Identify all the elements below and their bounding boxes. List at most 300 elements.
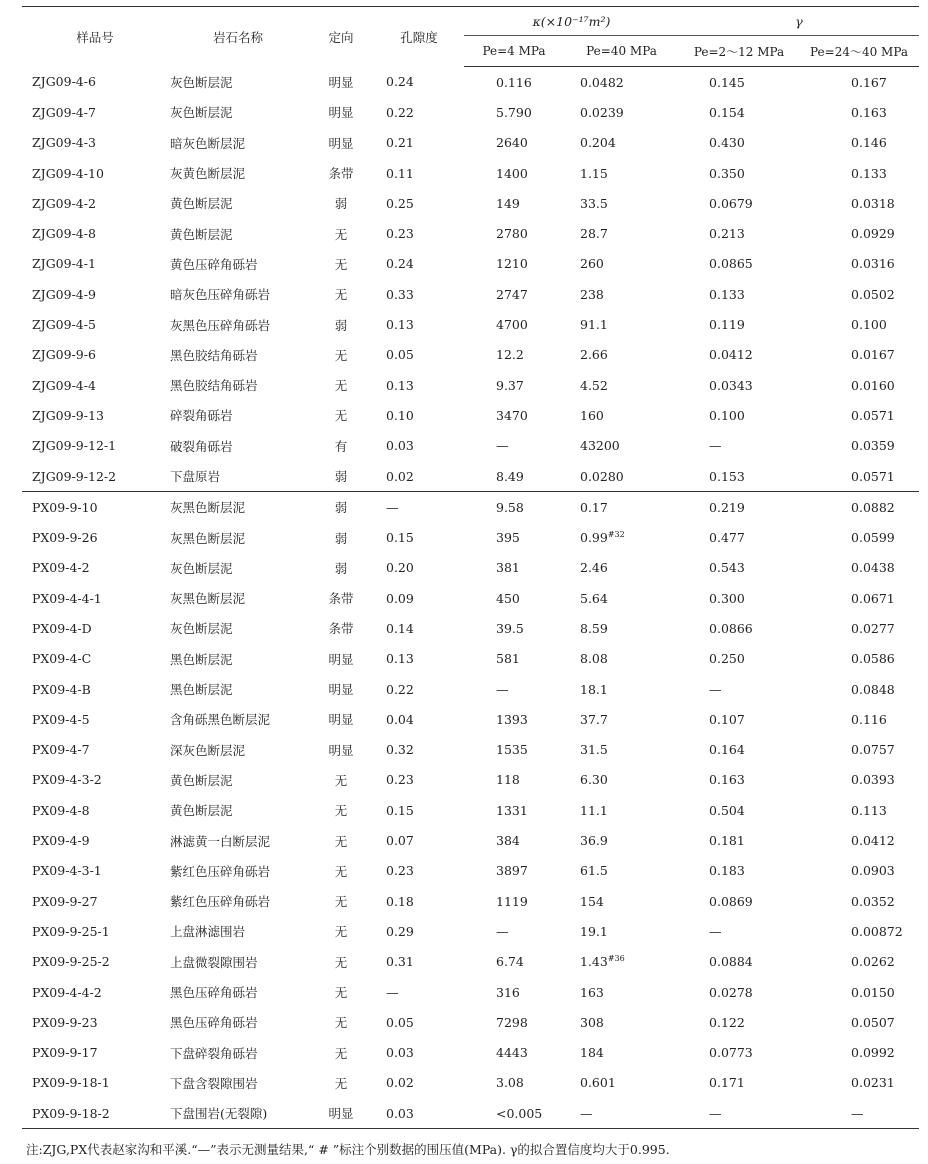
cell-por-text: 0.24 <box>386 256 414 272</box>
cell-k40 <box>564 856 679 886</box>
cell-name-text: 灰色断层泥 <box>170 105 233 121</box>
table-row <box>22 583 919 613</box>
cell-orient <box>308 188 374 218</box>
cell-orient <box>308 400 374 430</box>
cell-orient-text: 无 <box>334 954 348 970</box>
cell-sample <box>22 977 168 1007</box>
cell-g2 <box>799 916 919 946</box>
cell-k40-text: 11.1 <box>580 802 608 818</box>
cell-g2-text: 0.146 <box>851 135 887 151</box>
cell-g2 <box>799 431 919 461</box>
cell-g1-text: 0.145 <box>709 74 745 90</box>
cell-name-text: 深灰色断层泥 <box>170 742 246 758</box>
cell-name-text: 黑色胶结角砾岩 <box>170 378 258 394</box>
cell-g1-text: 0.0865 <box>709 256 753 272</box>
cell-g2 <box>799 249 919 279</box>
cell-k4 <box>464 704 564 734</box>
cell-name-text: 黑色压碎角砾岩 <box>170 985 258 1001</box>
cell-por-text: 0.22 <box>386 681 414 697</box>
cell-g1-text: 0.0869 <box>709 893 753 909</box>
cell-por <box>374 249 464 279</box>
cell-g1-text: 0.133 <box>709 286 745 302</box>
cell-sample-text: ZJG09-9-12-2 <box>32 468 117 484</box>
cell-name-text: 淋滤黄一白断层泥 <box>170 833 271 849</box>
cell-sample <box>22 735 168 765</box>
cell-orient <box>308 886 374 916</box>
cell-sample <box>22 279 168 309</box>
cell-k4 <box>464 644 564 674</box>
cell-g1-text: — <box>709 923 722 939</box>
cell-orient <box>308 128 374 158</box>
cell-por-text: — <box>386 499 399 515</box>
cell-k40-text: 154 <box>580 893 604 909</box>
cell-por-text: 0.25 <box>386 195 414 211</box>
cell-g1 <box>679 400 799 430</box>
cell-k4-text: 8.49 <box>496 468 524 484</box>
cell-name-text: 破裂角砾岩 <box>170 438 233 454</box>
cell-por-text: 0.13 <box>386 651 414 667</box>
cell-name <box>168 674 308 704</box>
cell-g2 <box>799 1007 919 1037</box>
cell-k4-text: 2747 <box>496 286 528 302</box>
cell-orient <box>308 309 374 339</box>
cell-sample-text: PX09-9-25-2 <box>32 954 110 970</box>
cell-orient <box>308 370 374 400</box>
cell-sample <box>22 128 168 158</box>
cell-k40-text: 18.1 <box>580 681 608 697</box>
cell-g2 <box>799 553 919 583</box>
cell-por-text: 0.10 <box>386 407 414 423</box>
cell-g2 <box>799 795 919 825</box>
cell-g1 <box>679 886 799 916</box>
cell-g1 <box>679 309 799 339</box>
cell-name-text: 下盘碎裂角砾岩 <box>170 1045 258 1061</box>
cell-g2 <box>799 370 919 400</box>
cell-orient-text: 无 <box>334 256 348 272</box>
cell-k40 <box>564 613 679 643</box>
cell-k4-text: 1400 <box>496 165 528 181</box>
cell-sample-text: PX09-4-8 <box>32 802 90 818</box>
cell-orient-text: 弱 <box>334 530 348 546</box>
cell-por-text: 0.31 <box>386 954 414 970</box>
cell-orient-text: 弱 <box>334 317 348 333</box>
cell-name <box>168 522 308 552</box>
cell-k4 <box>464 370 564 400</box>
cell-k4-text: 118 <box>496 772 520 788</box>
cell-g2 <box>799 218 919 248</box>
cell-name <box>168 644 308 674</box>
table-row <box>22 795 919 825</box>
table-row <box>22 1068 919 1098</box>
header-kappa-p4: Pe=4 MPa <box>464 36 564 67</box>
cell-k40-text: 0.17 <box>580 499 608 515</box>
cell-g1 <box>679 340 799 370</box>
cell-k40 <box>564 704 679 734</box>
cell-k40 <box>564 158 679 188</box>
cell-orient <box>308 340 374 370</box>
cell-orient <box>308 1038 374 1068</box>
cell-k40-text: — <box>580 1105 593 1121</box>
cell-g1-text: 0.119 <box>709 317 745 333</box>
cell-g1 <box>679 735 799 765</box>
cell-g1-text: 0.183 <box>709 863 745 879</box>
cell-k4-text: 2780 <box>496 226 528 242</box>
cell-k40-text: 19.1 <box>580 923 608 939</box>
table-row <box>22 370 919 400</box>
cell-g2-text: 0.0992 <box>851 1045 895 1061</box>
cell-k40 <box>564 795 679 825</box>
cell-name <box>168 400 308 430</box>
cell-g2 <box>799 583 919 613</box>
cell-k40 <box>564 977 679 1007</box>
cell-name-text: 灰黑色断层泥 <box>170 500 246 516</box>
cell-orient <box>308 674 374 704</box>
cell-sample-text: PX09-4-3-1 <box>32 863 102 879</box>
cell-name <box>168 704 308 734</box>
cell-g2 <box>799 1098 919 1129</box>
cell-g2-text: 0.0160 <box>851 377 895 393</box>
cell-orient <box>308 765 374 795</box>
cell-name-text: 黑色断层泥 <box>170 651 233 667</box>
cell-por-text: 0.20 <box>386 560 414 576</box>
cell-por <box>374 461 464 492</box>
cell-k4-text: 9.37 <box>496 377 524 393</box>
cell-name <box>168 188 308 218</box>
cell-orient-text: 无 <box>334 408 348 424</box>
cell-k40-text: 2.66 <box>580 347 608 363</box>
cell-g1-text: 0.122 <box>709 1014 745 1030</box>
cell-g1 <box>679 977 799 1007</box>
cell-orient-text: 明显 <box>328 1106 354 1122</box>
cell-por <box>374 553 464 583</box>
cell-g1 <box>679 158 799 188</box>
header-kappa-text: κ(×10⁻¹⁷m²) <box>532 13 611 29</box>
cell-g1 <box>679 461 799 492</box>
cell-k4-text: 7298 <box>496 1014 528 1030</box>
cell-k4-text: — <box>496 923 509 939</box>
cell-k4 <box>464 431 564 461</box>
cell-k4 <box>464 249 564 279</box>
cell-por-text: 0.03 <box>386 1045 414 1061</box>
cell-name-text: 紫红色压碎角砾岩 <box>170 863 271 879</box>
cell-por-text: 0.02 <box>386 1075 414 1091</box>
cell-sample-text: ZJG09-4-1 <box>32 256 96 272</box>
cell-name-text: 含角砾黑色断层泥 <box>170 712 271 728</box>
cell-g1 <box>679 583 799 613</box>
table-row <box>22 128 919 158</box>
cell-k4-text: 581 <box>496 651 520 667</box>
cell-por-text: 0.07 <box>386 833 414 849</box>
table-row <box>22 249 919 279</box>
cell-k40 <box>564 825 679 855</box>
cell-k4-text: — <box>496 681 509 697</box>
cell-g1 <box>679 522 799 552</box>
cell-sample <box>22 916 168 946</box>
pressure-mark: #36 <box>607 954 625 964</box>
cell-por-text: 0.18 <box>386 893 414 909</box>
cell-orient-text: 弱 <box>334 500 348 516</box>
cell-g1-text: 0.300 <box>709 590 745 606</box>
cell-k4-text: 3897 <box>496 863 528 879</box>
cell-k40-text: 0.0239 <box>580 104 624 120</box>
cell-k40-text: 5.64 <box>580 590 608 606</box>
cell-sample <box>22 188 168 218</box>
cell-por <box>374 947 464 977</box>
cell-g1-text: 0.504 <box>709 802 745 818</box>
header-gamma-p24-40: Pe=24～40 MPa <box>799 36 919 67</box>
table-row <box>22 97 919 127</box>
cell-name-text: 下盘原岩 <box>170 469 221 484</box>
cell-sample <box>22 249 168 279</box>
cell-g2-text: 0.0848 <box>851 681 895 697</box>
cell-name <box>168 916 308 946</box>
cell-orient-text: 无 <box>334 1045 348 1061</box>
cell-k4-text: 384 <box>496 833 520 849</box>
cell-g2-text: 0.0599 <box>851 530 895 546</box>
cell-k4 <box>464 553 564 583</box>
cell-orient-text: 弱 <box>334 560 348 576</box>
cell-name-text: 上盘微裂隙围岩 <box>170 954 258 970</box>
cell-k4-text: 6.74 <box>496 954 524 970</box>
cell-k4-text: 9.58 <box>496 499 524 515</box>
cell-name-text: 灰黑色压碎角砾岩 <box>170 317 271 333</box>
cell-name-text: 暗灰色断层泥 <box>170 135 246 151</box>
header-kappa-group <box>464 7 679 36</box>
cell-g2-text: — <box>851 1105 864 1121</box>
cell-sample-text: ZJG09-4-8 <box>32 226 96 242</box>
header-gamma-p2-12: Pe=2～12 MPa <box>679 36 799 67</box>
cell-g1 <box>679 97 799 127</box>
cell-g1-text: 0.0278 <box>709 984 753 1000</box>
cell-k40-text: 4.52 <box>580 377 608 393</box>
cell-k40 <box>564 431 679 461</box>
table-row <box>22 553 919 583</box>
cell-sample-text: ZJG09-4-2 <box>32 195 96 211</box>
cell-sample-text: PX09-4-2 <box>32 560 90 576</box>
cell-k4-text: 2640 <box>496 135 528 151</box>
cell-por-text: 0.03 <box>386 1105 414 1121</box>
cell-g2 <box>799 613 919 643</box>
cell-k4 <box>464 218 564 248</box>
table-row <box>22 1098 919 1129</box>
cell-k40-text: 28.7 <box>580 226 608 242</box>
cell-orient-text: 明显 <box>328 135 354 151</box>
cell-orient-text: 无 <box>334 894 348 910</box>
cell-g1-text: 0.164 <box>709 742 745 758</box>
cell-name-text: 黑色压碎角砾岩 <box>170 1015 258 1031</box>
cell-g1 <box>679 128 799 158</box>
cell-k4-text: 1119 <box>496 893 528 909</box>
cell-g2 <box>799 704 919 734</box>
cell-orient-text: 明显 <box>328 712 354 728</box>
cell-name <box>168 583 308 613</box>
cell-g1-text: 0.0866 <box>709 620 753 636</box>
cell-k40 <box>564 188 679 218</box>
cell-sample-text: ZJG09-4-9 <box>32 286 96 302</box>
table-row <box>22 431 919 461</box>
cell-k4 <box>464 461 564 492</box>
cell-por <box>374 613 464 643</box>
table-note: 注:ZJG,PX代表赵家沟和平溪.“—”表示无测量结果,“ # ”标注个别数据的围压值(MPa). γ的拟合置信度均大于0.995. <box>26 1142 670 1157</box>
cell-sample-text: ZJG09-9-6 <box>32 347 96 363</box>
cell-name <box>168 218 308 248</box>
cell-k4 <box>464 613 564 643</box>
cell-por <box>374 522 464 552</box>
cell-orient <box>308 461 374 492</box>
cell-g1 <box>679 1098 799 1129</box>
cell-k40-text: 160 <box>580 407 604 423</box>
cell-por <box>374 97 464 127</box>
cell-g2-text: 0.0586 <box>851 651 895 667</box>
cell-g2 <box>799 461 919 492</box>
table-row <box>22 218 919 248</box>
cell-name <box>168 279 308 309</box>
cell-sample <box>22 218 168 248</box>
cell-k4 <box>464 522 564 552</box>
cell-k40 <box>564 553 679 583</box>
cell-k4-text: 4700 <box>496 317 528 333</box>
cell-name-text: 碎裂角砾岩 <box>170 408 233 424</box>
cell-por <box>374 674 464 704</box>
table-row <box>22 492 919 523</box>
cell-sample <box>22 309 168 339</box>
cell-name <box>168 765 308 795</box>
pressure-mark: #32 <box>607 530 625 540</box>
cell-g1-text: 0.0773 <box>709 1045 753 1061</box>
cell-g2 <box>799 825 919 855</box>
cell-k4 <box>464 735 564 765</box>
cell-g2 <box>799 522 919 552</box>
cell-k40 <box>564 916 679 946</box>
cell-g1-text: — <box>709 681 722 697</box>
cell-sample <box>22 158 168 188</box>
cell-g2-text: 0.0262 <box>851 954 895 970</box>
cell-sample-text: ZJG09-4-4 <box>32 377 96 393</box>
table-row <box>22 765 919 795</box>
cell-sample <box>22 553 168 583</box>
table-row <box>22 279 919 309</box>
cell-sample <box>22 856 168 886</box>
data-table <box>22 6 919 1129</box>
cell-orient-text: 明显 <box>328 105 354 121</box>
cell-g1 <box>679 795 799 825</box>
cell-k4-text: 1535 <box>496 742 528 758</box>
cell-sample <box>22 67 168 98</box>
cell-name <box>168 825 308 855</box>
cell-orient <box>308 825 374 855</box>
cell-por <box>374 492 464 523</box>
cell-name <box>168 856 308 886</box>
cell-k40 <box>564 947 679 977</box>
cell-k40-text: 184 <box>580 1045 604 1061</box>
table-row <box>22 67 919 98</box>
cell-orient-text: 无 <box>334 833 348 849</box>
cell-g2-text: 0.100 <box>851 317 887 333</box>
cell-k4 <box>464 765 564 795</box>
cell-sample <box>22 1007 168 1037</box>
cell-name <box>168 340 308 370</box>
cell-por <box>374 279 464 309</box>
cell-g1-text: 0.171 <box>709 1075 745 1091</box>
table-row <box>22 947 919 977</box>
cell-orient <box>308 158 374 188</box>
cell-g2 <box>799 67 919 98</box>
cell-sample <box>22 522 168 552</box>
table-row <box>22 188 919 218</box>
cell-k40-text: 0.601 <box>580 1075 616 1091</box>
cell-g1 <box>679 279 799 309</box>
cell-name <box>168 977 308 1007</box>
cell-por <box>374 735 464 765</box>
cell-k4-text: 1210 <box>496 256 528 272</box>
cell-k4 <box>464 583 564 613</box>
cell-k40-text: 43200 <box>580 438 620 454</box>
cell-orient <box>308 977 374 1007</box>
cell-sample-text: PX09-4-5 <box>32 711 90 727</box>
cell-k40 <box>564 400 679 430</box>
cell-k40-text: 8.59 <box>580 620 608 636</box>
cell-name <box>168 370 308 400</box>
cell-por-text: 0.09 <box>386 590 414 606</box>
cell-orient <box>308 916 374 946</box>
cell-name <box>168 947 308 977</box>
cell-name-text: 灰黑色断层泥 <box>170 591 246 607</box>
cell-k40-text: 163 <box>580 984 604 1000</box>
cell-por <box>374 340 464 370</box>
cell-g1-text: — <box>709 1105 722 1121</box>
cell-g1-text: 0.0679 <box>709 195 753 211</box>
cell-k40 <box>564 1038 679 1068</box>
cell-sample-text: ZJG09-9-12-1 <box>32 438 117 454</box>
cell-k40-text: 33.5 <box>580 195 608 211</box>
cell-sample <box>22 492 168 523</box>
cell-por-text: 0.05 <box>386 347 414 363</box>
table-body <box>22 67 919 1129</box>
cell-name-text: 黄色断层泥 <box>170 196 233 212</box>
cell-k40 <box>564 1098 679 1129</box>
cell-k4 <box>464 916 564 946</box>
cell-name <box>168 431 308 461</box>
cell-orient-text: 条带 <box>328 166 354 182</box>
cell-k4 <box>464 1068 564 1098</box>
cell-g2-text: 0.133 <box>851 165 887 181</box>
cell-k4 <box>464 309 564 339</box>
cell-sample-text: PX09-4-C <box>32 651 92 667</box>
table-row <box>22 916 919 946</box>
cell-g2 <box>799 1038 919 1068</box>
cell-k4 <box>464 400 564 430</box>
cell-sample-text: PX09-4-7 <box>32 742 90 758</box>
cell-por-text: 0.15 <box>386 530 414 546</box>
cell-por <box>374 1098 464 1129</box>
cell-k40 <box>564 644 679 674</box>
cell-k4 <box>464 825 564 855</box>
cell-g2 <box>799 856 919 886</box>
cell-name <box>168 886 308 916</box>
table-row <box>22 309 919 339</box>
cell-g1-text: 0.0343 <box>709 377 753 393</box>
cell-k40-text: 0.0482 <box>580 74 624 90</box>
cell-g2-text: 0.163 <box>851 104 887 120</box>
cell-orient <box>308 1007 374 1037</box>
cell-sample <box>22 886 168 916</box>
cell-sample-text: PX09-4-B <box>32 681 91 697</box>
cell-orient <box>308 522 374 552</box>
table-row <box>22 977 919 1007</box>
cell-k40 <box>564 522 679 552</box>
cell-g1-text: 0.163 <box>709 772 745 788</box>
table-row <box>22 856 919 886</box>
